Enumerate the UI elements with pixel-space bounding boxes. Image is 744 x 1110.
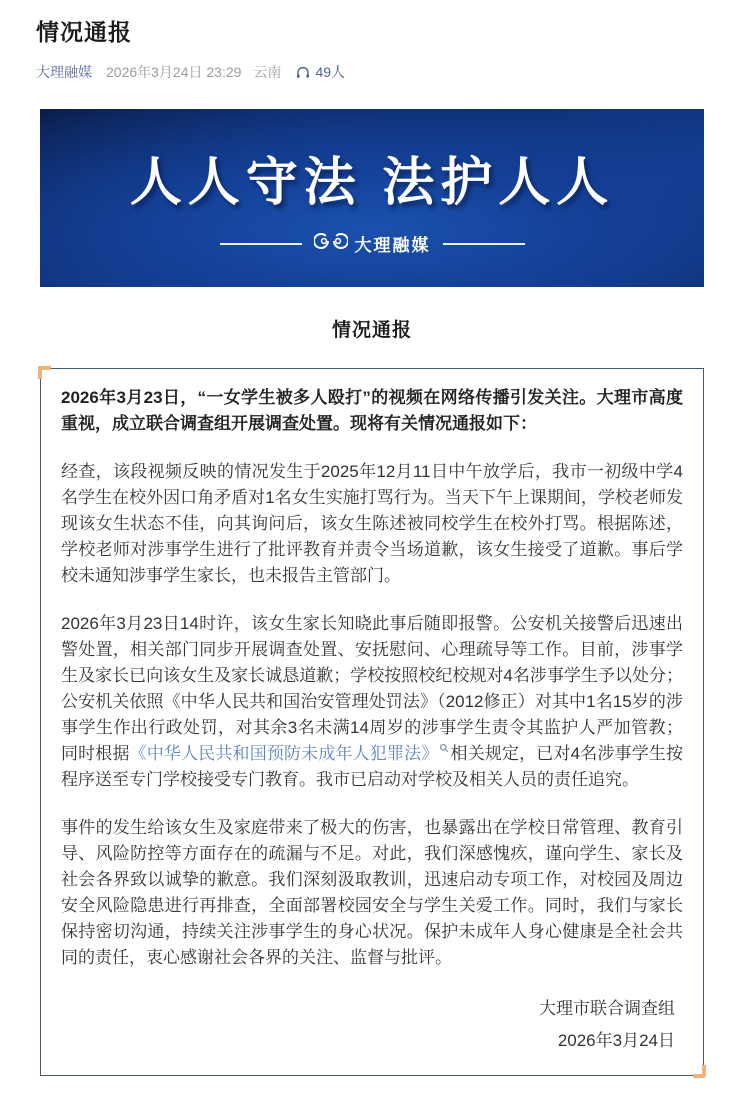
notice-paragraph-findings: 经查，该段视频反映的情况发生于2025年12月11日中午放学后，我市一初级中学4名学生在校外因口角矛盾对1名女生实施打骂行为。当天下午上课期间，学校老师发现该女生状态不佳，向其询问后，该女生陈述被同校学生在校外打骂。根据陈述，学校老师对涉事学生进行了批评教育并责令当场道歉，该女生接受了道歉。事后学校未通知涉事学生家长，也未报告主管部门。 [61,462,683,585]
headphones-icon [295,65,311,80]
article-meta [36,62,708,82]
banner-logo-row [220,231,525,256]
notice-paragraph-apology: 事件的发生给该女生及家庭带来了极大的伤害，也暴露出在学校日常管理、教育引导、风险防控等方面存在的疏漏与不足。对此，我们深感愧疚，谨向学生、家长及社会各界致以诚挚的歉意。我们深刻汲取教训，迅速启动专项工作，对校园及周边安全风险隐患进行再排查，全面部署校园安全与学生关爱工作。同时，我们与家长保持密切沟通，持续关注涉事学生的身心状况。保护未成年人身心健康是全社会共同的责任，衷心感谢社会各界的关注、监督与批评。 [61,818,683,967]
dali-media-logo-icon [314,231,348,256]
banner-left-rule [220,243,302,245]
notice-heading: 情况通报 [331,320,412,341]
banner-image [40,109,704,287]
signature-org: 大理市联合调查组 [539,999,675,1018]
corner-accent-bottom-right [693,1065,706,1078]
law-link[interactable]: 《中华人民共和国预防未成年人犯罪法》 [129,744,439,763]
article-header [0,0,744,82]
search-icon[interactable] [439,735,449,761]
page-title: 情况通报 [36,19,132,45]
signature-date: 2026年3月24日 [557,1031,675,1050]
corner-accent-top-left [38,366,51,379]
banner-logo [314,231,431,256]
publish-datetime: 2026年3月24日 23:29 [106,64,242,80]
listen-button[interactable] [295,62,345,82]
publisher-link[interactable]: 大理融媒 [36,64,92,80]
notice-paragraph-actions [61,611,683,793]
paragraph-text-before-link: 2026年3月23日14时许，该女生家长知晓此事后随即报警。公安机关接警后迅速出警处置，相关部门同步开展调查处置、安抚慰问、心理疏导等工作。目前，涉事学生及家长已向该女生及家长诚恳道歉；学校按照校纪校规对4名涉事学生予以处分；公安机关依照《中华人民共和国治安管理处罚法》（2012修正）对其中1名15岁的涉事学生作出行政处罚，对其余3名未满14周岁的涉事学生责令其监护人严加管教；同时根据 [61,614,683,763]
publish-region: 云南 [253,64,282,80]
notice-paragraph-intro: 2026年3月23日，“一女学生被多人殴打”的视频在网络传播引发关注。大理市高度重视，成立联合调查组开展调查处置。现将有关情况通报如下： [61,388,683,433]
listen-count: 49人 [315,64,346,80]
paragraph-text-after-link: 相关规定，已对4名涉事学生按程序送至专门学校接受专门教育。我市已启动对学校及相关人员的责任追究。 [61,744,683,789]
banner-headline: 人人守法 法护人人 [129,154,615,212]
banner-logo-text: 大理融媒 [354,236,431,255]
signature-block [61,993,683,1057]
banner-right-rule [443,243,525,245]
notice-body-box [40,368,704,1076]
